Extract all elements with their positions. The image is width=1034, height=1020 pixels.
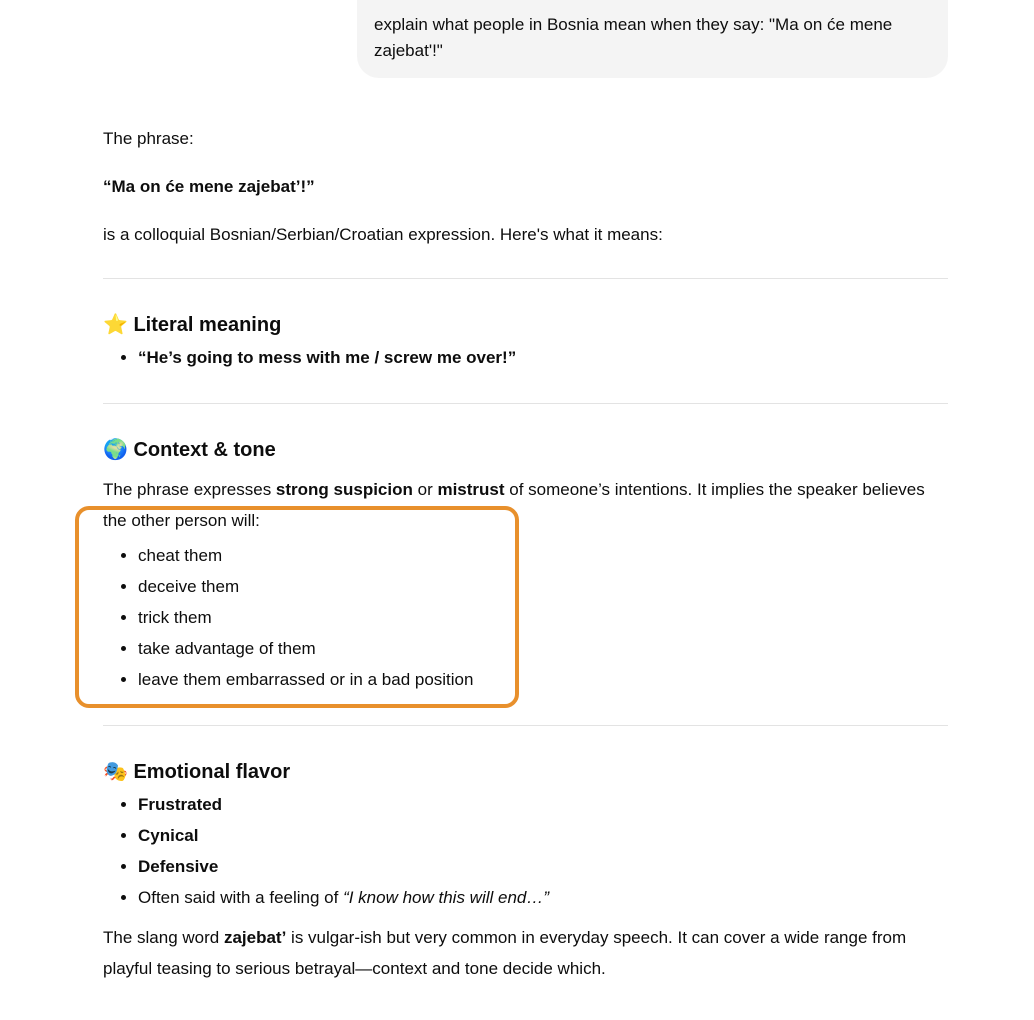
list-item: • cheat them [138,540,948,571]
emotional-list [103,789,948,913]
assistant-response [103,124,948,984]
literal-meaning-heading [103,311,948,339]
emotional-flavor-title: Emotional flavor [133,761,291,783]
list-item: • deceive them [138,571,948,602]
star-icon: ⭐ [103,314,128,336]
list-item: • Defensive [138,851,948,882]
context-tone-title: Context & tone [133,439,276,461]
list-item: • “He’s going to mess with me / screw me over!” [138,342,948,373]
list-item: • Cynical [138,820,948,851]
list-item: • trick them [138,602,948,633]
list-item: • leave them embarrassed or in a bad position [138,664,948,695]
theater-masks-icon: 🎭 [103,761,128,783]
emotional-flavor-heading [103,758,948,786]
list-item: • Frustrated [138,789,948,820]
closing-paragraph: The slang word zajebat’ is vulgar-ish but very common in everyday speech. It can cover a wide range from playful teasing to serious betrayal—context and tone decide which. [103,928,907,978]
divider [103,403,948,404]
list-item: • Often said with a feeling of “I know how this will end…” [138,882,948,913]
literal-meaning-title: Literal meaning [133,314,282,336]
divider [103,278,948,279]
divider [103,725,948,726]
context-list [103,540,948,695]
globe-icon: 🌍 [103,439,128,461]
intro-phrase: “Ma on će mene zajebat’!” [103,177,315,196]
user-message-text: explain what people in Bosnia mean when they say: "Ma on će mene zajebat'!" [374,15,893,60]
intro-lead: The phrase: [103,129,194,148]
intro-description: is a colloquial Bosnian/Serbian/Croatian expression. Here's what it means: [103,225,663,244]
list-item: • take advantage of them [138,633,948,664]
context-paragraph: The phrase expresses strong suspicion or mistrust of someone’s intentions. It implies the speaker believes the other person will: [103,480,925,530]
user-message-bubble [357,0,948,78]
literal-meaning-list [103,342,948,373]
context-tone-heading [103,436,948,464]
